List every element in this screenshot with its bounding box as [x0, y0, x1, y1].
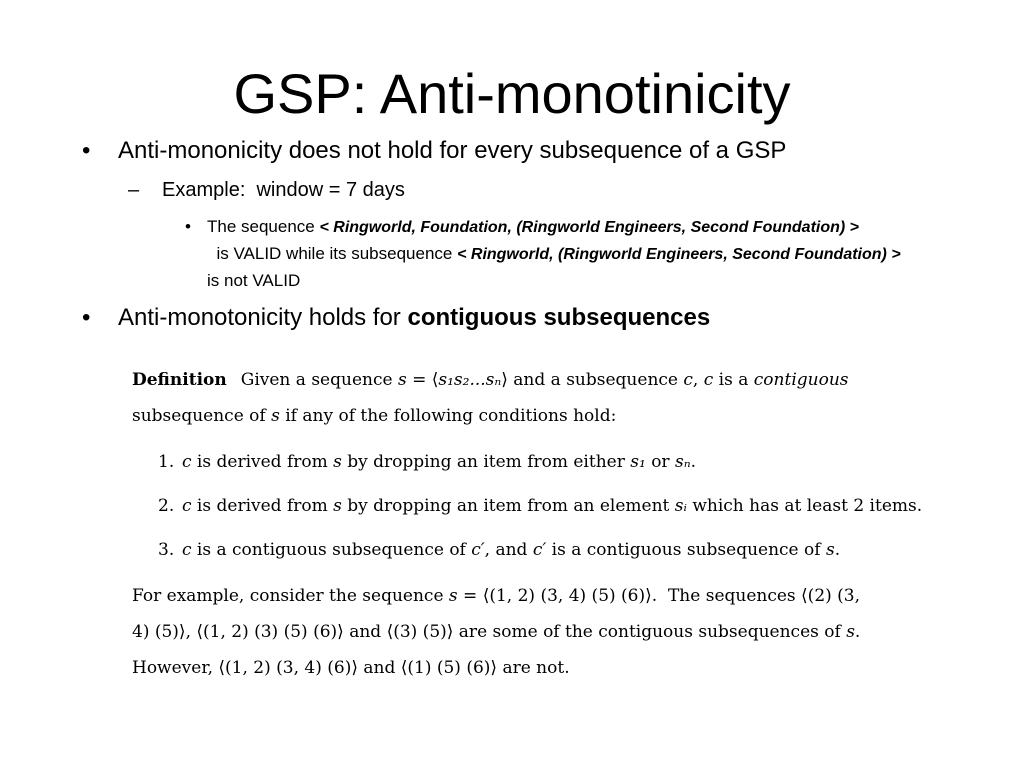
term-contiguous: contiguous: [753, 370, 849, 390]
condition-number: 3.: [158, 540, 175, 560]
condition-3: [158, 532, 840, 568]
var-s: s: [448, 586, 458, 606]
def-text: .: [834, 540, 841, 560]
def-text: or: [645, 452, 675, 472]
condition-1: [158, 444, 696, 480]
var-s: s: [397, 370, 407, 390]
def-text: ,: [692, 370, 704, 390]
def-text: = ⟨: [406, 370, 439, 390]
example-line-2: [132, 614, 860, 650]
var-c-prime: c′: [471, 540, 485, 560]
var-c: c: [703, 370, 714, 390]
sequence-paragraph: [207, 214, 912, 294]
def-text: .: [690, 452, 696, 472]
example-text: Example: window = 7 days: [162, 179, 405, 201]
slide-title: GSP: Anti-monotinicity: [233, 62, 791, 125]
def-text: is derived from: [191, 496, 334, 516]
var-sn: sₙ: [674, 452, 691, 472]
definition-line-1: [132, 362, 849, 398]
var-c: c: [182, 540, 192, 560]
bullet-text: [118, 303, 710, 333]
def-text: , and: [484, 540, 533, 560]
invalid-subsequence: < Ringworld, (Ringworld Engineers, Second Foundation) >: [457, 246, 901, 263]
var-si: sᵢ: [674, 496, 687, 516]
def-text: if any of the following conditions hold:: [279, 406, 617, 426]
def-text: is a contiguous subsequence of: [191, 540, 472, 560]
def-text: subsequence of: [132, 406, 272, 426]
bullet-marker: •: [185, 217, 191, 236]
condition-number: 1.: [158, 452, 175, 472]
var-s: s: [846, 622, 855, 642]
var-c: c: [683, 370, 693, 390]
example-line-3: However, ⟨(1, 2) (3, 4) (6)⟩ and ⟨(1) (5) (6)⟩ are not.: [132, 658, 570, 678]
var-s: s: [825, 540, 835, 560]
sequence-tail: is not VALID: [207, 271, 301, 290]
sequence-lead: The sequence: [207, 217, 320, 236]
var-c: c: [182, 496, 192, 516]
def-text: 4) (5)⟩, ⟨(1, 2) (3) (5) (6)⟩ and ⟨(3) (5)⟩ are some of the contiguous subsequences of: [132, 622, 847, 642]
condition-number: 2.: [158, 496, 175, 516]
definition-label: Definition: [132, 370, 227, 390]
example-line-1: [132, 578, 860, 614]
var-c: c: [182, 452, 192, 472]
var-c-prime: c′: [532, 540, 547, 560]
def-text: by dropping an item from either: [341, 452, 631, 472]
var-seq: s₁s₂...sₙ: [438, 370, 502, 390]
bullet-lead: Anti-monotonicity holds for: [118, 304, 408, 331]
dash-marker: –: [128, 179, 140, 201]
var-s: s: [333, 452, 342, 472]
valid-sequence: < Ringworld, Foundation, (Ringworld Engineers, Second Foundation) >: [319, 219, 860, 236]
def-text: = ⟨(1, 2) (3, 4) (5) (6)⟩. The sequences ⟨(2) (3,: [457, 586, 861, 606]
def-text: .: [854, 622, 861, 642]
def-text: is a contiguous subsequence of: [546, 540, 826, 560]
var-s: s: [271, 406, 280, 426]
condition-2: [158, 488, 922, 524]
def-text: is a: [713, 370, 754, 390]
def-text: Given a sequence: [240, 370, 398, 390]
bullet-bold: contiguous subsequences: [407, 304, 711, 331]
def-text: by dropping an item from an element: [341, 496, 675, 516]
sequence-mid: is VALID while its subsequence: [207, 244, 458, 263]
def-text: is derived from: [191, 452, 334, 472]
bullet-marker: •: [82, 304, 91, 331]
var-s: s: [333, 496, 342, 516]
bullet-marker: •: [82, 137, 91, 164]
bullet-text: Anti-mononicity does not hold for every subsequence of a GSP: [118, 137, 787, 164]
var-s1: s₁: [630, 452, 646, 472]
def-text: which has at least 2 items.: [686, 496, 923, 516]
def-text: ⟩ and a subsequence: [501, 370, 684, 390]
def-text: For example, consider the sequence: [132, 586, 449, 606]
definition-line-2: [132, 398, 616, 434]
